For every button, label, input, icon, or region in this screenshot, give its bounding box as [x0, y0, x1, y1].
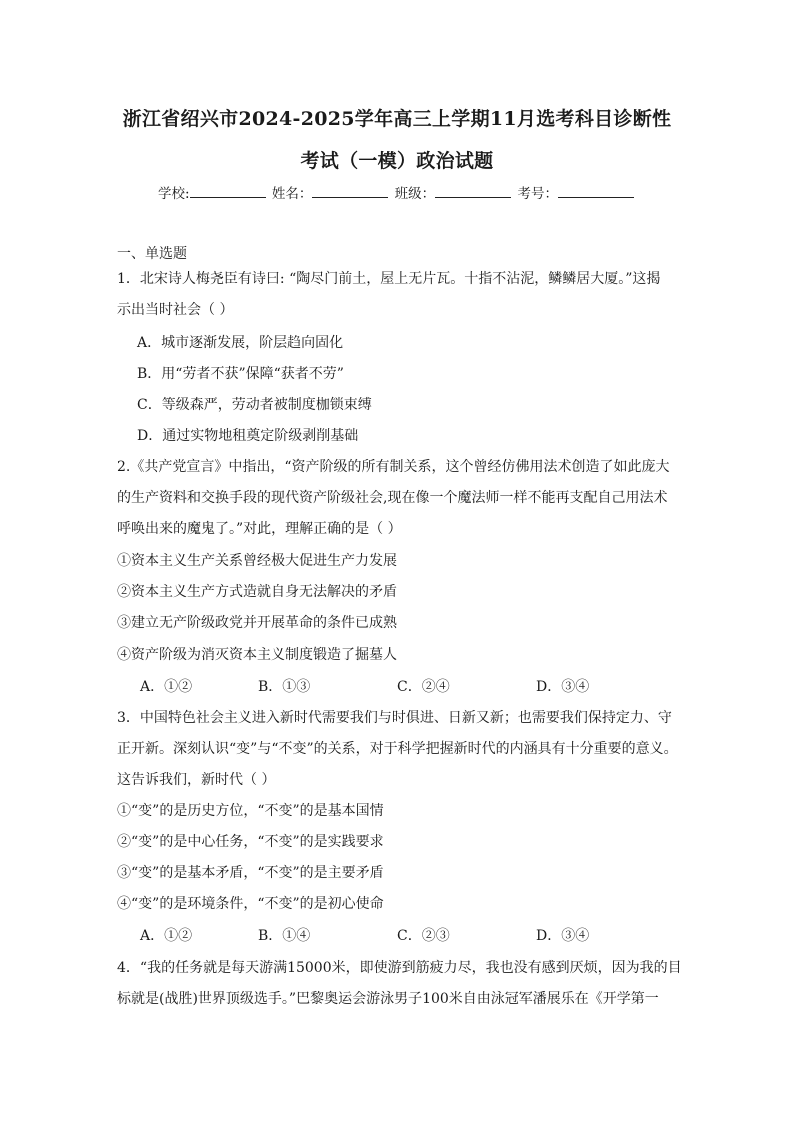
class-label: 班级：: [394, 186, 436, 202]
exam-title-line-2: 考试（一模）政治试题: [300, 150, 494, 172]
student-info-row: [0, 182, 794, 202]
name-label: 姓名：: [271, 186, 313, 202]
q2-choice-d: D．③④: [536, 679, 590, 695]
q3-choice-b: B．①④: [258, 928, 311, 944]
q2-stem-line-2: 的生产资料和交换手段的现代资产阶级社会,现在像一个魔法师一样不能再支配自己用法术: [117, 490, 668, 506]
name-blank[interactable]: [312, 185, 388, 198]
school-label: 学校:: [158, 186, 190, 202]
school-blank[interactable]: [190, 185, 266, 198]
q2-statement-1: ①资本主义生产关系曾经极大促进生产力发展: [117, 553, 397, 569]
q4-stem-line-2: 标就是(战胜)世界顶级选手。”巴黎奥运会游泳男子100米自由泳冠军潘展乐在《开学第一: [117, 991, 659, 1007]
exam-number-blank[interactable]: [558, 185, 634, 198]
q3-statement-4: ④“变”的是环境条件，“不变”的是初心使命: [117, 896, 384, 912]
q3-choice-c: C．②③: [397, 928, 450, 944]
section-heading: 一、单选题: [117, 246, 187, 262]
q1-option-b: B．用“劳者不获”保障“获者不劳”: [137, 366, 344, 382]
q2-stem-line-3: 呼唤出来的魔鬼了。”对此，理解正确的是（ ）: [117, 521, 402, 537]
q2-statement-2: ②资本主义生产方式造就自身无法解决的矛盾: [117, 584, 397, 600]
q2-choices: [0, 676, 794, 696]
q2-statement-4: ④资产阶级为消灭资本主义制度锻造了掘墓人: [117, 647, 397, 663]
q3-statement-3: ③“变”的是基本矛盾，“不变”的是主要矛盾: [117, 865, 384, 881]
q1-stem-line-1: 1．北宋诗人梅尧臣有诗曰: “陶尽门前土，屋上无片瓦。十指不沾泥，鳞鳞居大厦。”这揭: [117, 271, 661, 287]
class-blank[interactable]: [435, 185, 511, 198]
q2-choice-b: B．①③: [258, 679, 311, 695]
q1-option-c: C．等级森严，劳动者被制度枷锁束缚: [137, 397, 372, 413]
q2-choice-a: A．①②: [140, 679, 193, 695]
q3-choice-d: D．③④: [536, 928, 590, 944]
q3-choices: [0, 925, 794, 945]
exam-title-line-1: 浙江省绍兴市2024-2025学年高三上学期11月选考科目诊断性: [122, 108, 672, 130]
q3-stem-line-1: 3．中国特色社会主义进入新时代需要我们与时俱进、日新又新；也需要我们保持定力、守: [117, 710, 672, 726]
q3-statement-2: ②“变”的是中心任务，“不变”的是实践要求: [117, 834, 384, 850]
q3-stem-line-3: 这告诉我们，新时代（ ）: [117, 772, 276, 788]
q1-option-d: D．通过实物地租奠定阶级剥削基础: [137, 428, 359, 444]
exam-number-label: 考号：: [517, 186, 558, 202]
q4-stem-line-1: 4．“我的任务就是每天游满15000米，即使游到筋疲力尽，我也没有感到厌烦，因为我的目: [117, 960, 682, 976]
q3-stem-line-2: 正开新。深刻认识“变”与“不变”的关系，对于科学把握新时代的内涵具有十分重要的意义。: [117, 741, 678, 757]
q2-statement-3: ③建立无产阶级政党并开展革命的条件已成熟: [117, 615, 397, 631]
q3-statement-1: ①“变”的是历史方位，“不变”的是基本国情: [117, 803, 384, 819]
q2-choice-c: C．②④: [397, 679, 450, 695]
q1-option-a: A．城市逐渐发展，阶层趋向固化: [137, 335, 344, 351]
q1-stem-line-2: 示出当时社会（ ）: [117, 302, 234, 318]
q3-choice-a: A．①②: [140, 928, 193, 944]
q2-stem-line-1: 2.《共产党宣言》中指出，“资产阶级的所有制关系，这个曾经仿佛用法术创造了如此庞大: [117, 459, 670, 475]
